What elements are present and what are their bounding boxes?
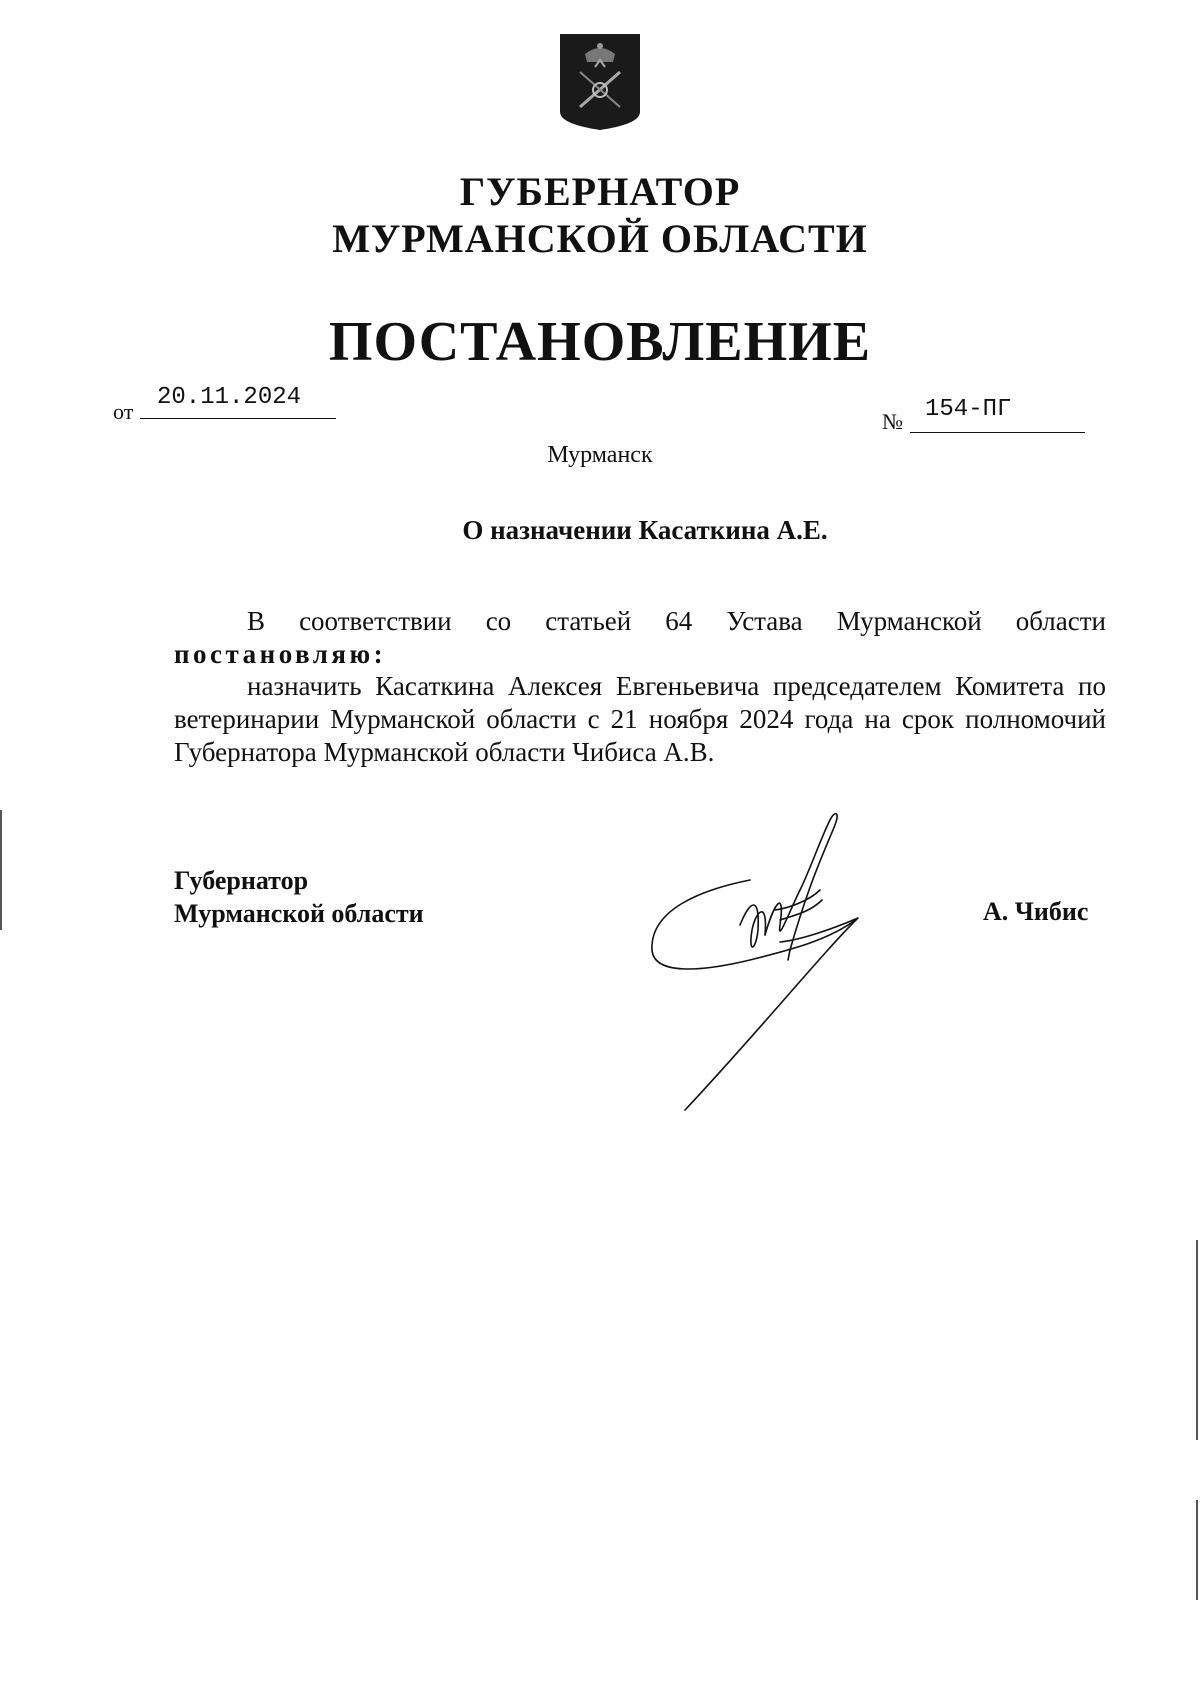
signatory-title: [174, 864, 424, 930]
coat-of-arms-icon: [555, 32, 645, 132]
document-subject: О назначении Касаткина А.Е.: [462, 515, 828, 545]
date-value: 20.11.2024: [157, 384, 302, 411]
number-underline: [910, 432, 1085, 433]
date-label: от: [113, 399, 134, 424]
org-title-line1: ГУБЕРНАТОР: [459, 169, 741, 214]
number-label: №: [882, 409, 903, 434]
handwritten-signature: [640, 800, 920, 1150]
scan-margin-mark: [0, 810, 2, 930]
body-resolve-word: постановляю:: [174, 639, 387, 669]
number-value: 154-ПГ: [925, 396, 1012, 423]
body-paragraph-decision: назначить Касаткина Алексея Евгеньевича председателем Комитета по ветеринарии Мурманской области с 21 ноября 2024 года на срок полномочий Губернатора Мурманской области Чибиса А.В.: [174, 671, 1106, 767]
date-underline: [140, 418, 336, 419]
scan-margin-mark: [1196, 1500, 1198, 1600]
signatory-title-line1: Губернатор: [174, 866, 309, 895]
document-type-title: ПОСТАНОВЛЕНИЕ: [328, 311, 872, 373]
org-title-line2: МУРМАНСКОЙ ОБЛАСТИ: [332, 216, 868, 261]
scan-margin-mark: [1196, 1240, 1198, 1440]
signatory-name: А. Чибис: [983, 897, 1089, 926]
signatory-title-line2: Мурманской области: [174, 899, 424, 928]
body-paragraph-preamble: В соответствии со статьей 64 Устава Мурманской области: [247, 606, 1106, 636]
city-name: Мурманск: [547, 442, 653, 468]
